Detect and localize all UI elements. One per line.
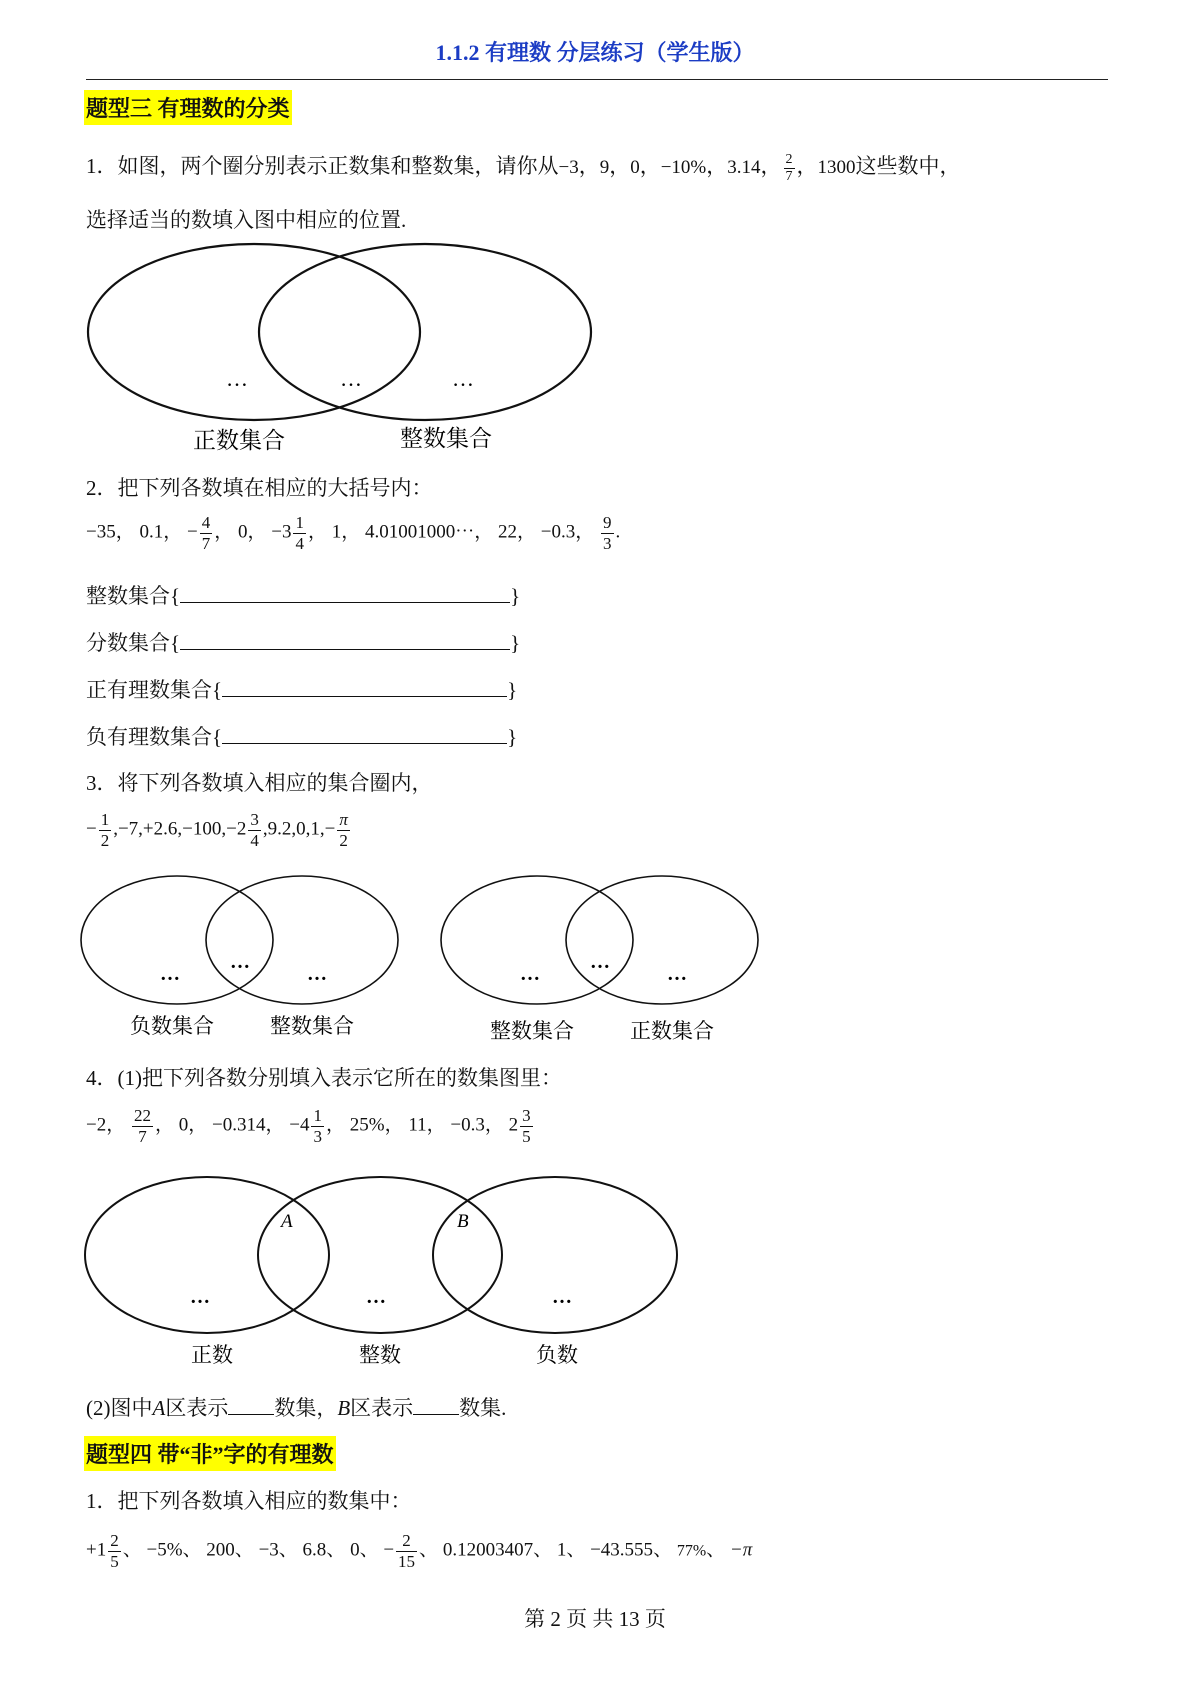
set-label: 正有理数集合{	[86, 678, 223, 702]
q3-number-list	[86, 810, 352, 850]
fraction: $\frac{4}{7}$	[201, 513, 211, 553]
dots-left: …	[160, 963, 180, 985]
set-positive-rational-row	[86, 674, 517, 704]
q4-part2-text: 区表示	[350, 1396, 414, 1420]
set-fractions-row	[86, 627, 520, 657]
region-a-ref: A	[152, 1396, 166, 1420]
num: 0	[178, 1114, 189, 1136]
q2-number-list: −35， 0.1， − $\frac{4}{7}$ ， 0， −3 $\frac{1}{4}$ ， 1， 4.01001000⋯， 22， −0.3， $\frac{9}{3}$ .	[86, 513, 621, 553]
set-close: }	[507, 678, 518, 702]
dots-positive: …	[190, 1286, 210, 1308]
sep: ，	[796, 154, 818, 178]
dots-mid: …	[590, 951, 610, 973]
sep: 、	[533, 1539, 553, 1561]
sep: ，	[760, 154, 782, 178]
label-integer-set: 整数集合	[400, 426, 492, 451]
fraction: $\frac{\pi}{2}$	[339, 810, 348, 850]
section-3-title: 题型三 有理数的分类	[84, 90, 292, 125]
num: 4.01001000⋯	[365, 521, 475, 543]
region-b-ref: B	[337, 1396, 351, 1420]
num: 0	[630, 157, 640, 178]
num-whole: 2	[508, 1114, 519, 1136]
dots-left: …	[226, 366, 248, 391]
fraction: $\frac{1}{2}$	[100, 810, 110, 850]
label-negative: 负数	[536, 1343, 578, 1367]
num: 1300	[817, 157, 856, 178]
sep: ，	[609, 154, 631, 178]
q4-venn-diagram	[84, 1175, 694, 1375]
label-integer: 整数	[359, 1343, 401, 1367]
s4-q1-number-list	[86, 1531, 752, 1571]
fraction: $\frac{9}{3}$	[603, 513, 612, 553]
num: 1	[556, 1539, 567, 1561]
sep: 、	[653, 1539, 673, 1561]
num-list: ,9.2,0,1,−	[262, 818, 336, 840]
positive-set-ellipse	[88, 244, 420, 420]
fraction: $\frac{22}{7}$	[133, 1106, 151, 1146]
label-negative-set: 负数集合	[130, 1014, 214, 1038]
q1-text: 这些数中，	[855, 154, 961, 178]
dots-right: …	[667, 963, 687, 985]
s4-q1-prompt: 1．把下列各数填入相应的数集中：	[86, 1489, 412, 1513]
num: −35	[86, 521, 116, 543]
num-sign: −	[86, 818, 97, 840]
q3-prompt: 3．将下列各数填入相应的集合圈内，	[86, 771, 433, 795]
fraction: $\frac{2}{15}$	[398, 1531, 416, 1571]
num: 25%	[349, 1114, 385, 1136]
num-whole: −3	[271, 521, 292, 543]
end-mark: .	[615, 521, 621, 543]
num: −0.3	[450, 1114, 485, 1136]
num: 3.14	[727, 157, 761, 178]
dots-left: …	[520, 963, 540, 985]
region-b-label: B	[457, 1211, 469, 1232]
fraction: $\frac{1}{3}$	[313, 1106, 322, 1146]
fraction: $\frac{3}{5}$	[522, 1106, 531, 1146]
fraction: $\frac{3}{4}$	[250, 810, 259, 850]
sep: 、	[706, 1539, 726, 1561]
q4-part2-text: (2)图中	[86, 1396, 153, 1420]
num: −5%	[146, 1539, 183, 1561]
set-label: 分数集合{	[86, 631, 181, 655]
fraction: $\frac{2}{5}$	[110, 1531, 119, 1571]
answer-blank[interactable]	[180, 631, 510, 650]
page-header-title: 1.1.2 有理数 分层练习（学生版）	[435, 40, 755, 65]
num: 11	[408, 1114, 427, 1136]
sep: 、	[182, 1539, 202, 1561]
num: −43.555	[590, 1539, 654, 1561]
set-close: }	[510, 631, 521, 655]
answer-blank-b[interactable]	[413, 1396, 459, 1415]
integer-set-ellipse	[259, 244, 591, 420]
num-whole: −4	[289, 1114, 310, 1136]
sep: 、	[122, 1539, 142, 1561]
set-integers-row	[86, 580, 520, 610]
label-positive-set: 正数集合	[193, 428, 285, 453]
set-negative-rational-row	[86, 721, 517, 751]
negative-set-ellipse	[433, 1177, 677, 1333]
page-footer: 第 2 页 共 13 页	[524, 1607, 666, 1631]
q4-part2-text: 数集，	[274, 1396, 338, 1420]
dots-mid: …	[340, 366, 362, 391]
header-rule	[86, 79, 1108, 80]
sep: ，	[706, 154, 728, 178]
answer-blank[interactable]	[180, 584, 510, 603]
num: −3	[558, 157, 579, 178]
num-sign: −	[383, 1539, 395, 1561]
integer-set-ellipse	[258, 1177, 502, 1333]
num: 200	[206, 1539, 235, 1561]
num: 0	[350, 1539, 360, 1561]
num: 0.12003407	[442, 1539, 534, 1561]
positive-set-ellipse	[566, 876, 758, 1004]
num: 77%	[676, 1542, 707, 1560]
label-integer-set: 整数集合	[490, 1019, 574, 1043]
q4-prompt: 4．(1)把下列各数分别填入表示它所在的数集图里：	[86, 1066, 562, 1090]
num-list: ,−7,+2.6,−100,−2	[113, 818, 247, 840]
answer-blank-a[interactable]	[228, 1396, 274, 1415]
fraction: $\frac{1}{4}$	[295, 513, 304, 553]
q4-part2-text: 区表示	[165, 1396, 229, 1420]
dots-integer: …	[366, 1286, 386, 1308]
set-close: }	[507, 725, 518, 749]
num: −3	[258, 1539, 279, 1561]
integer-set-ellipse	[206, 876, 398, 1004]
q4-part2-text: 数集.	[459, 1396, 507, 1420]
q3-venn-diagram-2	[440, 870, 770, 1045]
q3-venn-diagram-1	[80, 870, 410, 1040]
section-4-title: 题型四 带“非”字的有理数	[84, 1436, 336, 1471]
num: 0	[237, 521, 248, 543]
num-whole: +1	[86, 1539, 107, 1561]
sep: 、	[566, 1539, 586, 1561]
sep: 、	[326, 1539, 346, 1561]
set-close: }	[510, 584, 521, 608]
set-label: 负有理数集合{	[86, 725, 223, 749]
q4-part2	[86, 1392, 506, 1422]
q1-line2: 选择适当的数填入图中相应的位置.	[86, 208, 407, 232]
label-positive-set: 正数集合	[630, 1019, 714, 1043]
region-a-label: A	[281, 1211, 293, 1232]
q1-line1	[86, 150, 961, 185]
label-integer-set: 整数集合	[270, 1014, 354, 1038]
dots-mid: …	[230, 951, 250, 973]
q2-prompt: 2．把下列各数填在相应的大括号内：	[86, 476, 433, 500]
sep: 、	[234, 1539, 254, 1561]
num-sign: −	[187, 521, 198, 543]
answer-blank[interactable]	[222, 725, 507, 744]
sep: ，	[578, 154, 600, 178]
set-label: 整数集合{	[86, 584, 181, 608]
q1-text: 1．如图，两个圈分别表示正数集和整数集，请你从	[86, 154, 559, 178]
q4-number-list: −2， $\frac{22}{7}$ ， 0， −0.314， −4 $\frac{1}{3}$ ， 25%， 11， −0.3， 2 $\frac{3}{5}$	[86, 1106, 531, 1146]
label-positive: 正数	[191, 1343, 233, 1367]
fraction: $\frac{2}{7}$	[785, 151, 793, 184]
num: −π	[729, 1539, 753, 1561]
sep: 、	[359, 1539, 379, 1561]
dots-right: …	[452, 366, 474, 391]
num: −0.314	[212, 1114, 266, 1136]
sep: 、	[278, 1539, 298, 1561]
dots-negative: …	[552, 1286, 572, 1308]
num: 6.8	[302, 1539, 327, 1561]
dots-right: …	[307, 963, 327, 985]
num: −0.3	[540, 521, 576, 543]
num: 9	[599, 157, 610, 178]
num: 1	[331, 521, 342, 543]
sep: ，	[639, 154, 661, 178]
sep: 、	[419, 1539, 439, 1561]
num: −2	[86, 1114, 107, 1136]
q1-venn-diagram	[84, 240, 604, 455]
num: −10%	[660, 157, 707, 178]
num: 22	[498, 521, 518, 543]
answer-blank[interactable]	[222, 678, 507, 697]
num: 0.1	[139, 521, 164, 543]
